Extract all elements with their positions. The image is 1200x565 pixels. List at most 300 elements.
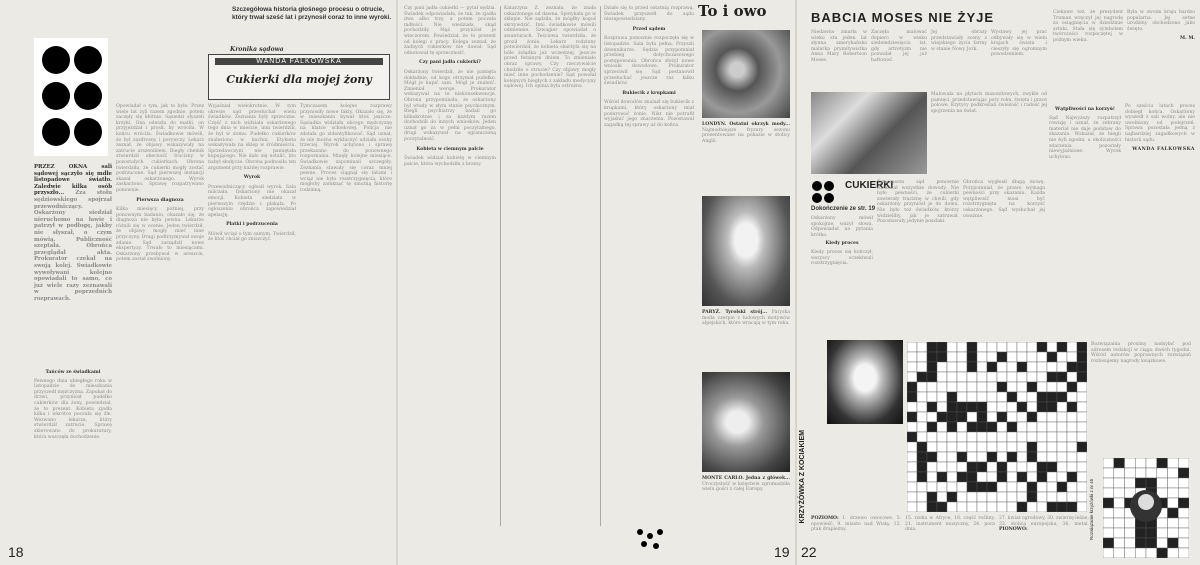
crossword-cell (977, 402, 987, 412)
crossword-cell (937, 382, 947, 392)
crossword-cell (1125, 458, 1136, 468)
crossword-cell (1157, 538, 1168, 548)
crossword-cell (1125, 518, 1136, 528)
crossword-cell (977, 392, 987, 402)
crossword-cell (917, 472, 927, 482)
crossword-cell (967, 442, 977, 452)
crossword-cell (907, 352, 917, 362)
crossword-cell (1057, 492, 1067, 502)
crossword-cell (1057, 412, 1067, 422)
crossword-cell (1037, 372, 1047, 382)
photo-london (702, 30, 790, 118)
crossword-cell (917, 392, 927, 402)
page-number-22: 22 (801, 544, 817, 560)
crossword-cell (957, 472, 967, 482)
crossword-cell (927, 342, 937, 352)
crossword-cell (997, 442, 1007, 452)
crossword-cell (1077, 422, 1087, 432)
crossword-cell (987, 442, 997, 452)
crossword-cell (957, 482, 967, 492)
crossword-cell (927, 482, 937, 492)
crossword-cell (1057, 432, 1067, 442)
crossword-cell (917, 432, 927, 442)
crossword-cell (1037, 382, 1047, 392)
crossword-cell (937, 502, 947, 512)
moses-headline: BABCIA MOSES NIE ŻYJE (811, 10, 995, 25)
crossword-cell (917, 342, 927, 352)
crossword-cell (937, 482, 947, 492)
crossword-cell (1047, 392, 1057, 402)
crossword-cell (1047, 352, 1057, 362)
crossword-cell (1047, 372, 1057, 382)
p19-col-3: Działo się to przed ostatnią rozprawą. Świadek przyszedł do sądu niezapowiedziany. Przed sądem Rozprawa ponownie rozpoczęła się w listopadzie. Sala była pełna. Przyszli dziennikarze. Sędzia przypomniał przebieg dotychczasowego postępowania. Obrońca złożył nowe wnioski dowodowe. Prokurator sprzeciwił się. Sąd postanowił przesłuchać jeszcze raz kilku świadków. Bukiecik z krupkami Wśród dowodów znalazł się bukiecik z krupkami, który oskarżony miał podarować żonie. Nikt nie potrafił wyjaśnić jego znaczenia. Pozostawał zagadką tej sprawy aż do końca. (604, 6, 694, 128)
crossword-cell (1027, 442, 1037, 452)
dots-graphic (34, 38, 108, 156)
crossword-cell (1103, 548, 1114, 558)
crossword-cell (947, 482, 957, 492)
crossword-cell (1027, 482, 1037, 492)
crossword-cell (957, 372, 967, 382)
crossword-cell (907, 442, 917, 452)
crossword-cell (927, 362, 937, 372)
crossword-cell (1027, 352, 1037, 362)
crossword-cell (947, 422, 957, 432)
crossword-cell (997, 472, 1007, 482)
crossword-cell (1135, 538, 1146, 548)
col-3: Wyjaśniał wielokrotnie. W tym okresie sąd przesłuchał wielu świadków. Zeznania były sprzeczne. Część z nich widziała oskarżonego tego dnia w mieście, inni twierdzili, że był w domu. Pudełko cukierków znaleziono w kuchni. Etykieta wskazywała na sklep w śródmieściu. Sprzedawczyni nie pamiętała kupującego. Nie dało się ustalić, kto nabył słodycze. Obrona podnosiła ten argument przy każdej rozprawie. Wyrok Przewodniczący ogłosił wyrok. Sala milczała. Oskarżony nie okazał emocji. Kobieta siedziała w pierwszym rzędzie i płakała. Po ogłoszeniu obrońca zapowiedział apelację. Płatki i podrzucenia Mówił wciąż o tym samym. Twierdził, że ktoś chciał go zniszczyć. (208, 104, 296, 243)
crossword-cell (907, 392, 917, 402)
crossword-cell (967, 342, 977, 352)
crossword-cell (1114, 538, 1125, 548)
crossword-cell (1017, 392, 1027, 402)
crossword-cell (937, 352, 947, 362)
crossword-cell (1067, 412, 1077, 422)
p19-divider-2 (600, 6, 601, 526)
crossword-cell (1017, 462, 1027, 472)
page-22 (797, 0, 1200, 565)
crossword-cell (917, 352, 927, 362)
crossword-cell (1047, 342, 1057, 352)
crossword-cell (977, 462, 987, 472)
crossword-cell (1135, 528, 1146, 538)
crossword-cell (1077, 432, 1087, 442)
crossword-cell (917, 502, 927, 512)
crossword-cell (927, 422, 937, 432)
side-label: Rozwiązanie krzyżówki z nr 45 (1089, 478, 1094, 540)
crossword-cell (1077, 352, 1087, 362)
crossword-cell (1007, 492, 1017, 502)
crossword-cell (927, 462, 937, 472)
crossword-cell (977, 452, 987, 462)
crossword-cell (1067, 502, 1077, 512)
crossword-cell (1047, 412, 1057, 422)
crossword-cell (907, 372, 917, 382)
moses-col-2: Zaczęła malować dopiero w wieku siedemdziesięciu lat, gdy artretyzm nie pozwalał jej już haftować. (871, 30, 927, 63)
crossword-cell (997, 392, 1007, 402)
crossword-cell (1114, 478, 1125, 488)
photo-kociak (827, 340, 903, 424)
crossword-cell (927, 472, 937, 482)
crossword-cell (927, 412, 937, 422)
crossword-cell (1178, 478, 1189, 488)
crossword-cell (1007, 372, 1017, 382)
crossword-cell (1017, 362, 1027, 372)
crossword-cell (1077, 392, 1087, 402)
p19-col-1: Czy pani jadła cukierki — pytał sędzia. Świadek odpowiadała, że tak, że zjadła dwa albo trzy, a potem poczuła mdłości. Nie wiedziała, skąd pochodziły. Mąż przyniósł je wieczorem. Powiedział, że to prezent od kolegi z pracy. Kolega zeznał, że żadnych cukierków nie dawał. Sąd odnotował tę sprzeczność. Czy pani jadła cukierki? Oskarżony twierdził, że nie pamięta dokładnie, od kogo otrzymał pudełko. Mógł je kupić sam. Mógł je znaleźć. Zmieniał wersje. Prokurator wskazywał na te niekonsekwencje. Obrona przypominała, że oskarżony był wtedy w złym stanie psychicznym. Biegli psychiatrzy badali go kilkakrotnie i za każdym razem dochodzili do innych wniosków. Jeden uznał go za w pełni poczytalnego, drugi wskazywał na ograniczoną poczytalność. Kobieta w ciemnym palcie Świadek widział kobietę w ciemnym palcie, która wychodziła z bramy. (404, 6, 496, 167)
crossword-cell (917, 402, 927, 412)
crossword-cell (1047, 442, 1057, 452)
crossword-cell (997, 362, 1007, 372)
crossword-cell (1125, 528, 1136, 538)
crossword-cell (1057, 352, 1067, 362)
crossword-cell (967, 352, 977, 362)
crossword-cell (1157, 458, 1168, 468)
crossword-cell (1146, 468, 1157, 478)
crossword-cell (927, 402, 937, 412)
crossword-cell (1077, 462, 1087, 472)
crossword-cell (947, 432, 957, 442)
crossword-cell (1114, 468, 1125, 478)
crossword-cell (977, 432, 987, 442)
crossword-cell (967, 462, 977, 472)
crossword-cell (927, 502, 937, 512)
crossword-cell (977, 442, 987, 452)
crossword-cell (947, 392, 957, 402)
crossword-cell (1103, 528, 1114, 538)
moses-col-6: Ciekawe też, że prezydent Truman wręczył jej nagrodę za osiągnięcia w dziedzinie sztuki. Stała się symbolem twórczości rozpoczętej w późnym wieku. (1053, 10, 1123, 43)
crossword-cell (1017, 422, 1027, 432)
crossword-cell (1007, 342, 1017, 352)
crossword-cell (997, 432, 1007, 442)
crossword-cell (1178, 528, 1189, 538)
crossword-cell (997, 402, 1007, 412)
crossword-cell (967, 402, 977, 412)
crossword-cell (1114, 528, 1125, 538)
crossword-cell (1077, 502, 1087, 512)
photo-monte-carlo (702, 372, 790, 472)
crossword-cell (957, 422, 967, 432)
crossword-cell (1007, 462, 1017, 472)
crossword-cell (1057, 442, 1067, 452)
crossword-cell (1157, 478, 1168, 488)
crossword-cell (1135, 478, 1146, 488)
caption-london-text: LONDYN. Ostatni okrzyk mody... (702, 122, 790, 127)
crossword-cell (1178, 548, 1189, 558)
crossword-cell (977, 482, 987, 492)
crossword-cell (1077, 382, 1087, 392)
page-19 (398, 0, 795, 565)
crossword-cell (1007, 362, 1017, 372)
crossword-cell (1007, 352, 1017, 362)
crossword-cell (1017, 402, 1027, 412)
crossword-cell (907, 472, 917, 482)
crossword-cell (907, 362, 917, 372)
crossword-cell (907, 482, 917, 492)
crossword-cell (1067, 342, 1077, 352)
article-title: Cukierki dla mojej żony (226, 73, 372, 86)
crossword-cell (1057, 402, 1067, 412)
crossword-cell (1135, 548, 1146, 558)
crossword-cell (1017, 342, 1027, 352)
crossword-cell (1027, 362, 1037, 372)
crossword-cell (1125, 538, 1136, 548)
crossword-cell (1178, 518, 1189, 528)
crossword-cell (1017, 382, 1027, 392)
crossword-cell (1146, 528, 1157, 538)
crossword-cell (1037, 352, 1047, 362)
moses-col-3: Jej obrazy przedstawiały sceny z wiejskiego życia farmy w stanie Nowy Jork. (931, 30, 987, 52)
crossword-cell (1067, 492, 1077, 502)
crossword-cell (1067, 382, 1077, 392)
crossword-cell (1135, 458, 1146, 468)
crossword-cell (1017, 482, 1027, 492)
crossword-cell (1157, 528, 1168, 538)
crossword-cell (907, 412, 917, 422)
crossword-cell (947, 362, 957, 372)
crossword-cell (907, 422, 917, 432)
crossword-cell (977, 372, 987, 382)
crossword-cell (1027, 412, 1037, 422)
crossword-cell (1007, 452, 1017, 462)
photo-paris (702, 196, 790, 306)
crossword-cell (1047, 502, 1057, 512)
crossword-cell (967, 412, 977, 422)
crossword-cell (997, 462, 1007, 472)
crossword-cell (1047, 482, 1057, 492)
crossword-cell (947, 472, 957, 482)
crossword-cell (1017, 472, 1027, 482)
crossword-cell (1027, 402, 1037, 412)
crossword-cell (1007, 432, 1017, 442)
crossword-cell (1027, 502, 1037, 512)
crossword-cell (1047, 362, 1057, 372)
crossword-cell (957, 392, 967, 402)
crossword-cell (967, 382, 977, 392)
crossword-cell (917, 382, 927, 392)
cukierki-col-2: Tymczasem sąd ponownie rozważał wszystkie dowody. Nie było pewności, że cukierki zawierały truciznę w chwili, gdy oskarżony przyniósł je do domu. Nie było też świadków, którzy widzieliby, jak je zatruwał. Pozostawały jedynie poszlaki. (877, 180, 959, 225)
crossword-cell (1114, 508, 1125, 518)
mini-crossword (1103, 458, 1189, 558)
crossword-cell (937, 432, 947, 442)
crossword-cell (1103, 498, 1114, 508)
crossword-cell (957, 442, 967, 452)
crossword-cell (1168, 468, 1179, 478)
crossword-cell (917, 362, 927, 372)
crossword-cell (987, 472, 997, 482)
crossword-cell (937, 492, 947, 502)
signature-falkowska: WANDA FALKOWSKA (1132, 147, 1195, 153)
caption-monte-carlo-text: MONTE CARLO. Jedna z główek... (702, 476, 790, 481)
section-watpliwosci: Wątpliwości na korzyść (1055, 107, 1115, 112)
crossword-cell (1027, 422, 1037, 432)
crossword-cell (907, 382, 917, 392)
crossword-cell (1157, 468, 1168, 478)
cukierki-col-1: Oskarżony mówił spokojnie, ważył słowa. Odpowiadał na pytania krótko. Kiedy proces Kiedy proces się kończył, wszyscy oczekiwali rozstrzygnięcia. (811, 216, 873, 267)
crossword-cell (1047, 402, 1057, 412)
crossword-cell (997, 372, 1007, 382)
crossword-cell (977, 422, 987, 432)
col-2: Opowiadał o tym, jak to było. Przez wiele lat żyli razem zgodnie, potem zaczęły się kłótnie. Sąsiedzi słyszeli krzyki. Ona odeszła do matki, on przyjeżdżał i prosił, by wróciła. W końcu wróciła. Świadkowie mówili, że był zazdrosny i porywczy. Lekarz zeznał, że objawy wskazywały na zatrucie arszenikiem. Biegły chemik stwierdził obecność trucizny w pozostałych cukierkach. Obrona twierdziła, że cukierki mogły zostać podrzucone. Sąd pierwszej instancji skazał oskarżonego. Wyrok zaskarżono. Sprawę rozpatrywano ponownie. Pierwsza diagnoza Kilka miesięcy później, przy ponownym badaniu, okazało się, że diagnoza nie była pewna. Lekarze różnili się w ocenie. Jeden twierdził, że objawy mogły mieć inne przyczyny. Drugi podtrzymywał swoje zdanie. Sąd zarządził nowe ekspertyzy. Trwało to miesiącami. Oskarżony przebywał w areszcie, potem został zwolniony. (116, 104, 204, 263)
crossword-cell (1047, 432, 1057, 442)
crossword-cell (1027, 432, 1037, 442)
crossword-cell (1017, 432, 1027, 442)
crossword-cell (917, 452, 927, 462)
crossword-cell (957, 382, 967, 392)
crossword-cell (1103, 508, 1114, 518)
crossword-cell (987, 392, 997, 402)
crossword-cell (947, 402, 957, 412)
crossword-cell (1057, 452, 1067, 462)
crossword-cell (987, 492, 997, 502)
crossword-cell (997, 492, 1007, 502)
crossword-cell (1007, 422, 1017, 432)
crossword-cell (1047, 492, 1057, 502)
section-platki: Płatki i podrzucenia (226, 222, 278, 228)
crossword-cell (967, 472, 977, 482)
crossword-cell (997, 382, 1007, 392)
crossword-cell (987, 382, 997, 392)
crossword-cell (967, 452, 977, 462)
crossword-cell (1077, 412, 1087, 422)
crossword-cell (1037, 402, 1047, 412)
caption-monte-carlo: MONTE CARLO. Jedna z główek... Uroczystość w księstwie zgromadziła wielu gości z całej Europy. (702, 476, 790, 493)
crossword-cell (1146, 478, 1157, 488)
section-kiedy-proces: Kiedy proces (825, 241, 859, 247)
crossword-cell (957, 352, 967, 362)
crossword-cell (1067, 422, 1077, 432)
crossword-cell (947, 462, 957, 472)
crossword-cell (1067, 482, 1077, 492)
crossword-cell (1037, 432, 1047, 442)
crossword-cell (1077, 482, 1087, 492)
crossword-cell (1125, 468, 1136, 478)
crossword-cell (937, 392, 947, 402)
crossword-cell (907, 432, 917, 442)
crossword-cell (917, 442, 927, 452)
crossword-cell (1037, 482, 1047, 492)
crossword-grid (907, 342, 1087, 512)
crossword-cell (1017, 492, 1027, 502)
crossword-cell (937, 372, 947, 382)
crossword-cell (1027, 342, 1037, 352)
crossword-cell (1037, 502, 1047, 512)
p19-section-cukierki: Czy pani jadła cukierki? (419, 60, 481, 66)
crossword-cell (977, 472, 987, 482)
crossword-cell (1067, 402, 1077, 412)
caption-paris: PARYŻ. Tyrolski strój... Paryska moda czerpie z ludowych motywów alpejskich, które wracają w tym roku. (702, 310, 790, 327)
caption-paris-text: PARYŻ. Tyrolski strój... (702, 310, 768, 315)
crossword-cell (1114, 548, 1125, 558)
crossword-cell (907, 342, 917, 352)
section-diagnoza: Pierwsza diagnoza (136, 197, 184, 203)
crossword-cell (1067, 392, 1077, 402)
crossword-cell (987, 372, 997, 382)
crossword-cell (1178, 488, 1189, 498)
section-wyrok: Wyrok (243, 175, 261, 181)
crossword-cell (987, 502, 997, 512)
crossword-cell (917, 412, 927, 422)
crossword-cell (997, 482, 1007, 492)
crossword-cell (1007, 482, 1017, 492)
crossword-cell (1067, 372, 1077, 382)
crossword-cell (1114, 458, 1125, 468)
crossword-cell (1077, 492, 1087, 502)
crossword-cell (1027, 472, 1037, 482)
col-1-lower: Tańców ze świadkami Pewnego dnia ubiegłego roku w listopadzie do mieszkania przyszedł mężczyzna. Zapukał do drzwi, przyniósł pudełko cukierków dla żony, powiedział, że to prezent. Kobieta zjadła kilka i wkrótce poczuła się źle. Wezwano lekarza, który stwierdził zatrucie. Sprawę skierowano do prokuratury, która wszczęła dochodzenie. (34, 370, 112, 440)
crossword-cell (957, 412, 967, 422)
crossword-cell (1037, 412, 1047, 422)
crossword-cell (1027, 372, 1037, 382)
crossword-cell (927, 442, 937, 452)
crossword-cell (1057, 472, 1067, 482)
crossword-cell (1168, 538, 1179, 548)
crossword-cell (1077, 452, 1087, 462)
moses-col-1: Niedawno zmarła w wieku stu jeden lat słynna amerykańska malarka prymitywistka Anna Mary Robertson Moses. (811, 30, 867, 63)
crossword-cell (927, 432, 937, 442)
crossword-cell (1057, 502, 1067, 512)
crossword-cell (917, 372, 927, 382)
crossword-cell (1037, 442, 1047, 452)
crossword-cell (967, 482, 977, 492)
crossword-cell (1178, 538, 1189, 548)
crossword-cell (937, 412, 947, 422)
crossword-cell (957, 402, 967, 412)
crossword-cell (917, 422, 927, 432)
poziomo-label: POZIOMO: (811, 516, 839, 521)
crossword-cell (987, 482, 997, 492)
caption-london: LONDYN. Ostatni okrzyk mody... Najmodniejsze fryzury sezonu prezentowane na pokazie w stolicy Anglii. (702, 122, 790, 144)
kicker: Kronika sądowa (230, 46, 284, 53)
crossword-cell (1103, 488, 1114, 498)
crossword-cell (937, 422, 947, 432)
page-number-19: 19 (774, 544, 790, 560)
crossword-cell (1037, 342, 1047, 352)
crossword-cell (937, 362, 947, 372)
crossword-cell (987, 402, 997, 412)
moses-col-4: Wystawy jej prac odbywały się w wielu krajach świata i cieszyły się ogromnym powodzeniem. (991, 30, 1047, 58)
crossword-cell (967, 432, 977, 442)
crossword-cell (937, 462, 947, 472)
crossword-cell (1146, 538, 1157, 548)
crossword-cell (997, 342, 1007, 352)
crossword-cell (1027, 462, 1037, 472)
crossword-cell (947, 502, 957, 512)
crossword-cell (1057, 372, 1067, 382)
crossword-cell (977, 412, 987, 422)
crossword-cell (947, 342, 957, 352)
crossword-cell (1057, 422, 1067, 432)
crossword-cell (1027, 382, 1037, 392)
crossword-cell (987, 422, 997, 432)
crossword-cell (1077, 472, 1087, 482)
crossword-cell (1037, 472, 1047, 482)
cukierki-col-3: Obrońca wygłosił długą mowę. Przypomniał, że prawo wymaga pewności przy skazaniu. Każda wątpliwość musi być rozstrzygnięta na korzyść oskarżonego. Sąd wysłuchał jej uważnie. (963, 180, 1045, 219)
crossword-cell (1057, 482, 1067, 492)
intro-span: PRZEZ OKNA sali sądowej sączyło się mdłe listopadowe światło. Zaledwie kilka osób przyszło... (34, 164, 112, 197)
p19-section-bukiecik: Bukiecik z krupkami (622, 90, 676, 96)
crossword-cell (1057, 342, 1067, 352)
crossword-cell (1168, 518, 1179, 528)
crossword-cell (977, 342, 987, 352)
crossword-cell (987, 462, 997, 472)
crossword-cell (1168, 488, 1179, 498)
crossword-cell (987, 452, 997, 462)
col-4: Tymczasem kolejne rozprawy przynosiły nowe fakty. Okazało się, że w mieszkaniu bywał ktoś jeszcze. Sąsiadka widziała obcego mężczyznę na klatce schodowej. Policja nie zdołała go zidentyfikować. Sąd uznał, że nie można wykluczyć udziału osoby trzeciej. Wyrok uchylono i sprawę przekazano do ponownego rozpoznania. Minęły kolejne miesiące. Świadkowie zapominali szczegóły. Zeznania stawały się coraz mniej pewne. Proces ciągnął się latami i wciąż nie było rozstrzygnięcia, które mogłoby zamknąć tę smutną historię rodzinną. (300, 104, 392, 193)
crossword-cell (1077, 362, 1087, 372)
crossword-cell (1168, 508, 1179, 518)
crossword-cell (907, 492, 917, 502)
crossword-cell (957, 342, 967, 352)
